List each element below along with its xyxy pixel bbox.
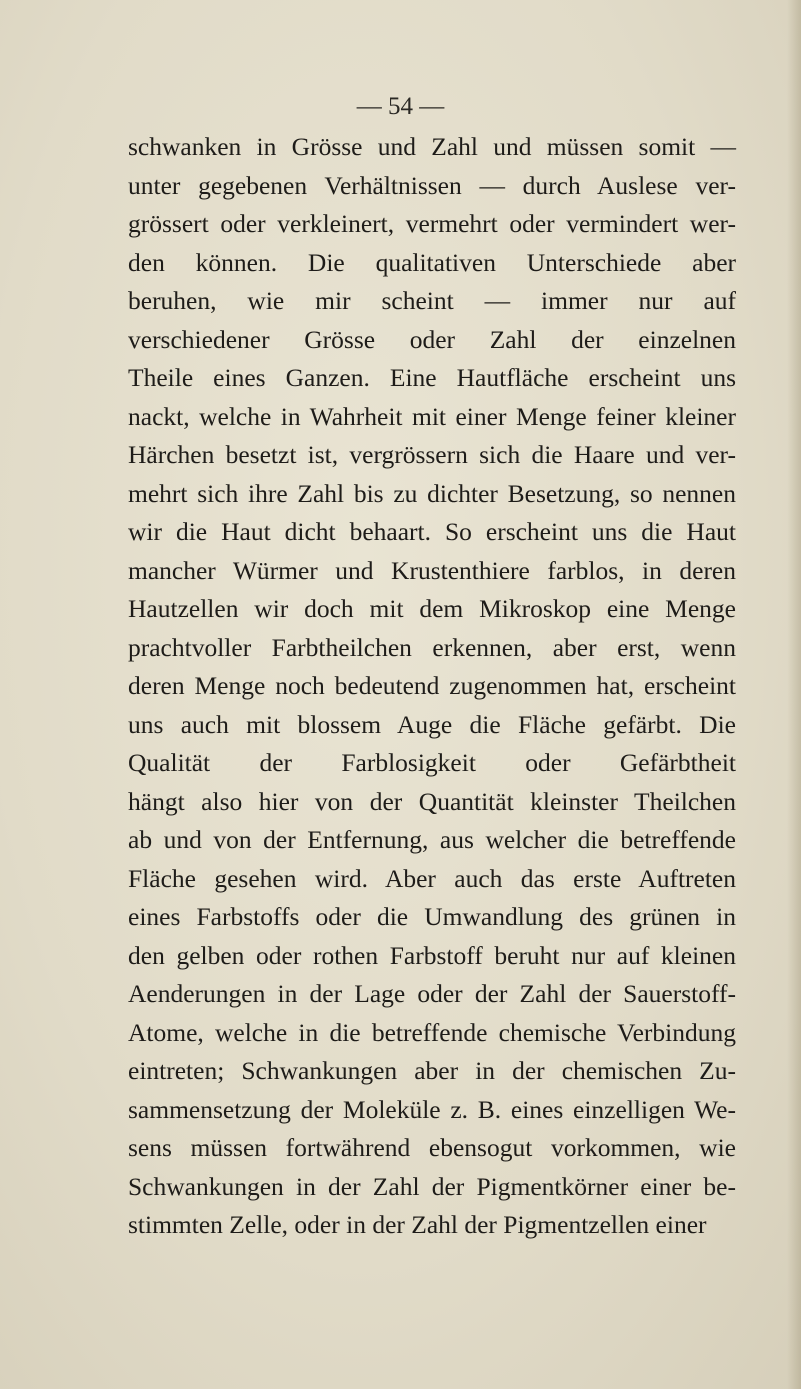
text-line: eines Farbstoffs oder die Umwandlung des grünen in (128, 902, 736, 931)
text-line: Aenderungen in der Lage oder der Zahl der Sauerstoff- (128, 979, 736, 1008)
page-edge-shadow (787, 0, 801, 1389)
text-line: den gelben oder rothen Farbstoff beruht nur auf kleinen (128, 940, 736, 970)
text-line: sammensetzung der Moleküle z. B. eines einzelligen We- (128, 1094, 736, 1124)
text-line: nackt, welche in Wahrheit mit einer Menge feiner kleiner (128, 401, 736, 431)
text-line: Qualität der Farblosigkeit oder Gefärbtheit (128, 748, 736, 777)
text-line: Fläche gesehen wird. Aber auch das erste Auftreten (128, 863, 736, 893)
text-line: grössert oder verkleinert, vermehrt oder vermindert wer- (128, 209, 736, 238)
text-line: deren Menge noch bedeutend zugenommen hat, erscheint (128, 671, 736, 700)
text-line: unter gegebenen Verhältnissen — durch Auslese ver- (128, 170, 736, 200)
text-line: Atome, welche in die betreffende chemische Verbindung (128, 1017, 736, 1047)
text-line: mehrt sich ihre Zahl bis zu dichter Besetzung, so nennen (128, 478, 736, 508)
text-line: schwanken in Grösse und Zahl und müssen somit — (128, 132, 736, 161)
text-line: sens müssen fortwährend ebensogut vorkommen, wie (128, 1133, 736, 1162)
text-line: beruhen, wie mir scheint — immer nur auf (128, 286, 736, 315)
text-line: den können. Die qualitativen Unterschiede aber (128, 247, 736, 277)
text-line: Schwankungen in der Zahl der Pigmentkörner einer be- (128, 1171, 736, 1201)
text-line: ab und von der Entfernung, aus welcher die betreffende (128, 825, 736, 854)
body-text (128, 128, 736, 1245)
text-line: Härchen besetzt ist, vergrössern sich die Haare und ver- (128, 440, 736, 469)
text-line: Hautzellen wir doch mit dem Mikroskop eine Menge (128, 594, 736, 623)
text-line: eintreten; Schwankungen aber in der chemischen Zu- (128, 1056, 736, 1085)
text-line: prachtvoller Farbtheilchen erkennen, aber erst, wenn (128, 632, 736, 662)
text-line: hängt also hier von der Quantität kleinster Theilchen (128, 786, 736, 816)
text-line: verschiedener Grösse oder Zahl der einzelnen (128, 324, 736, 354)
text-line: mancher Würmer und Krustenthiere farblos, in deren (128, 555, 736, 585)
text-line: wir die Haut dicht behaart. So erscheint uns die Haut (128, 517, 736, 546)
text-line: stimmten Zelle, oder in der Zahl der Pigmentzellen einer (128, 1210, 707, 1239)
text-line: uns auch mit blossem Auge die Fläche gefärbt. Die (128, 709, 736, 739)
text-line: Theile eines Ganzen. Eine Hautfläche erscheint uns (128, 363, 736, 392)
page-number: — 54 — (356, 93, 445, 120)
